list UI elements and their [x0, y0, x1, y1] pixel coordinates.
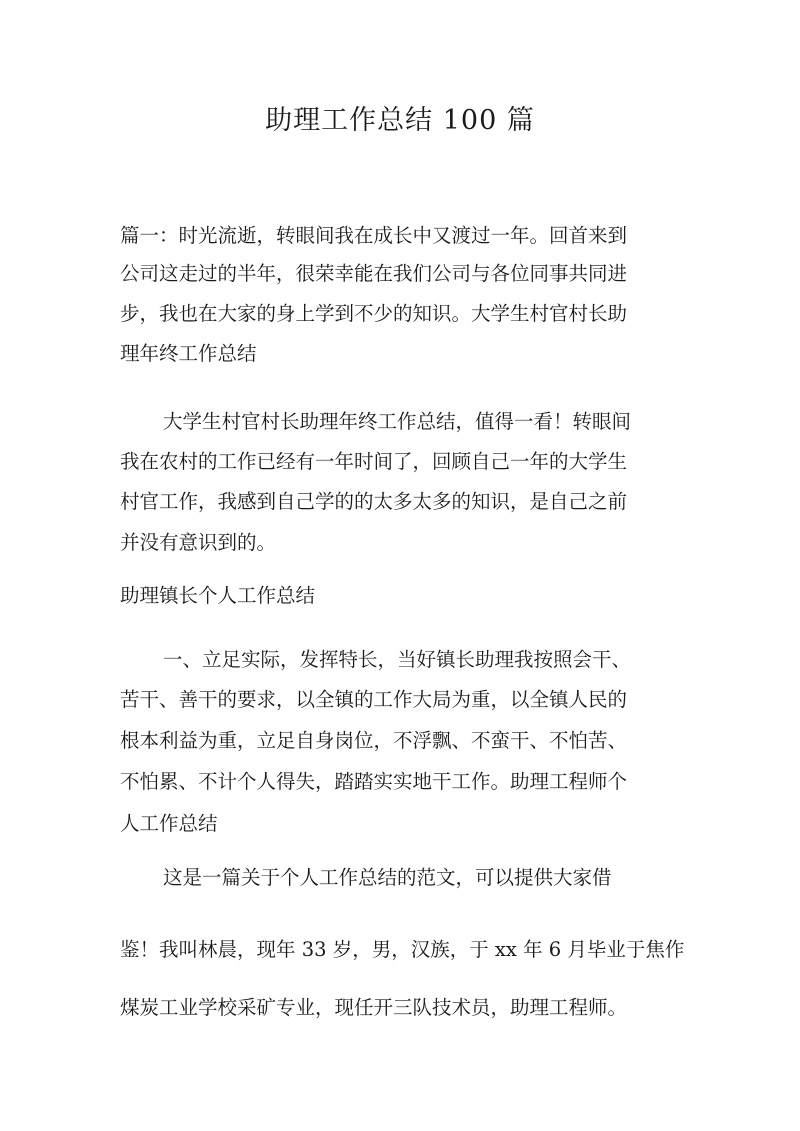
- paragraph-line: 并没有意识到的。: [120, 531, 277, 554]
- paragraph-line: 步，我也在大家的身上学到不少的知识。大学生村官村长助: [120, 302, 628, 325]
- paragraph-line: 鉴！我叫林晨，现年 33 岁，男，汉族，于 xx 年 6 月毕业于焦作: [120, 938, 685, 961]
- paragraph-line: 不怕累、不计个人得失，踏踏实实地干工作。助理工程师个: [120, 770, 628, 793]
- paragraph-line: 公司这走过的半年，很荣幸能在我们公司与各位同事共同进: [120, 262, 628, 285]
- document-title: 助理工作总结 100 篇: [265, 105, 535, 136]
- paragraph-line: 这是一篇关于个人工作总结的范文，可以提供大家借: [163, 866, 612, 889]
- paragraph-line: 我在农村的工作已经有一年时间了，回顾自己一年的大学生: [120, 450, 628, 473]
- paragraph-line: 大学生村官村长助理年终工作总结，值得一看！转眼间: [163, 410, 632, 433]
- paragraph-line: 人工作总结: [120, 812, 218, 835]
- paragraph-line: 村官工作，我感到自己学的的太多太多的知识，是自己之前: [120, 490, 628, 513]
- section-heading: 助理镇长个人工作总结: [120, 584, 316, 607]
- paragraph-line: 理年终工作总结: [120, 342, 257, 365]
- paragraph-line: 一、立足实际，发挥特长，当好镇长助理我按照会干、: [163, 648, 632, 671]
- paragraph-line: 煤炭工业学校采矿专业，现任开三队技术员，助理工程师。: [120, 996, 628, 1019]
- paragraph-line: 苦干、善干的要求，以全镇的工作大局为重，以全镇人民的: [120, 688, 628, 711]
- paragraph-line: 篇一：时光流逝，转眼间我在成长中又渡过一年。回首来到: [120, 224, 628, 247]
- paragraph-line: 根本利益为重，立足自身岗位，不浮飘、不蛮干、不怕苦、: [120, 729, 628, 752]
